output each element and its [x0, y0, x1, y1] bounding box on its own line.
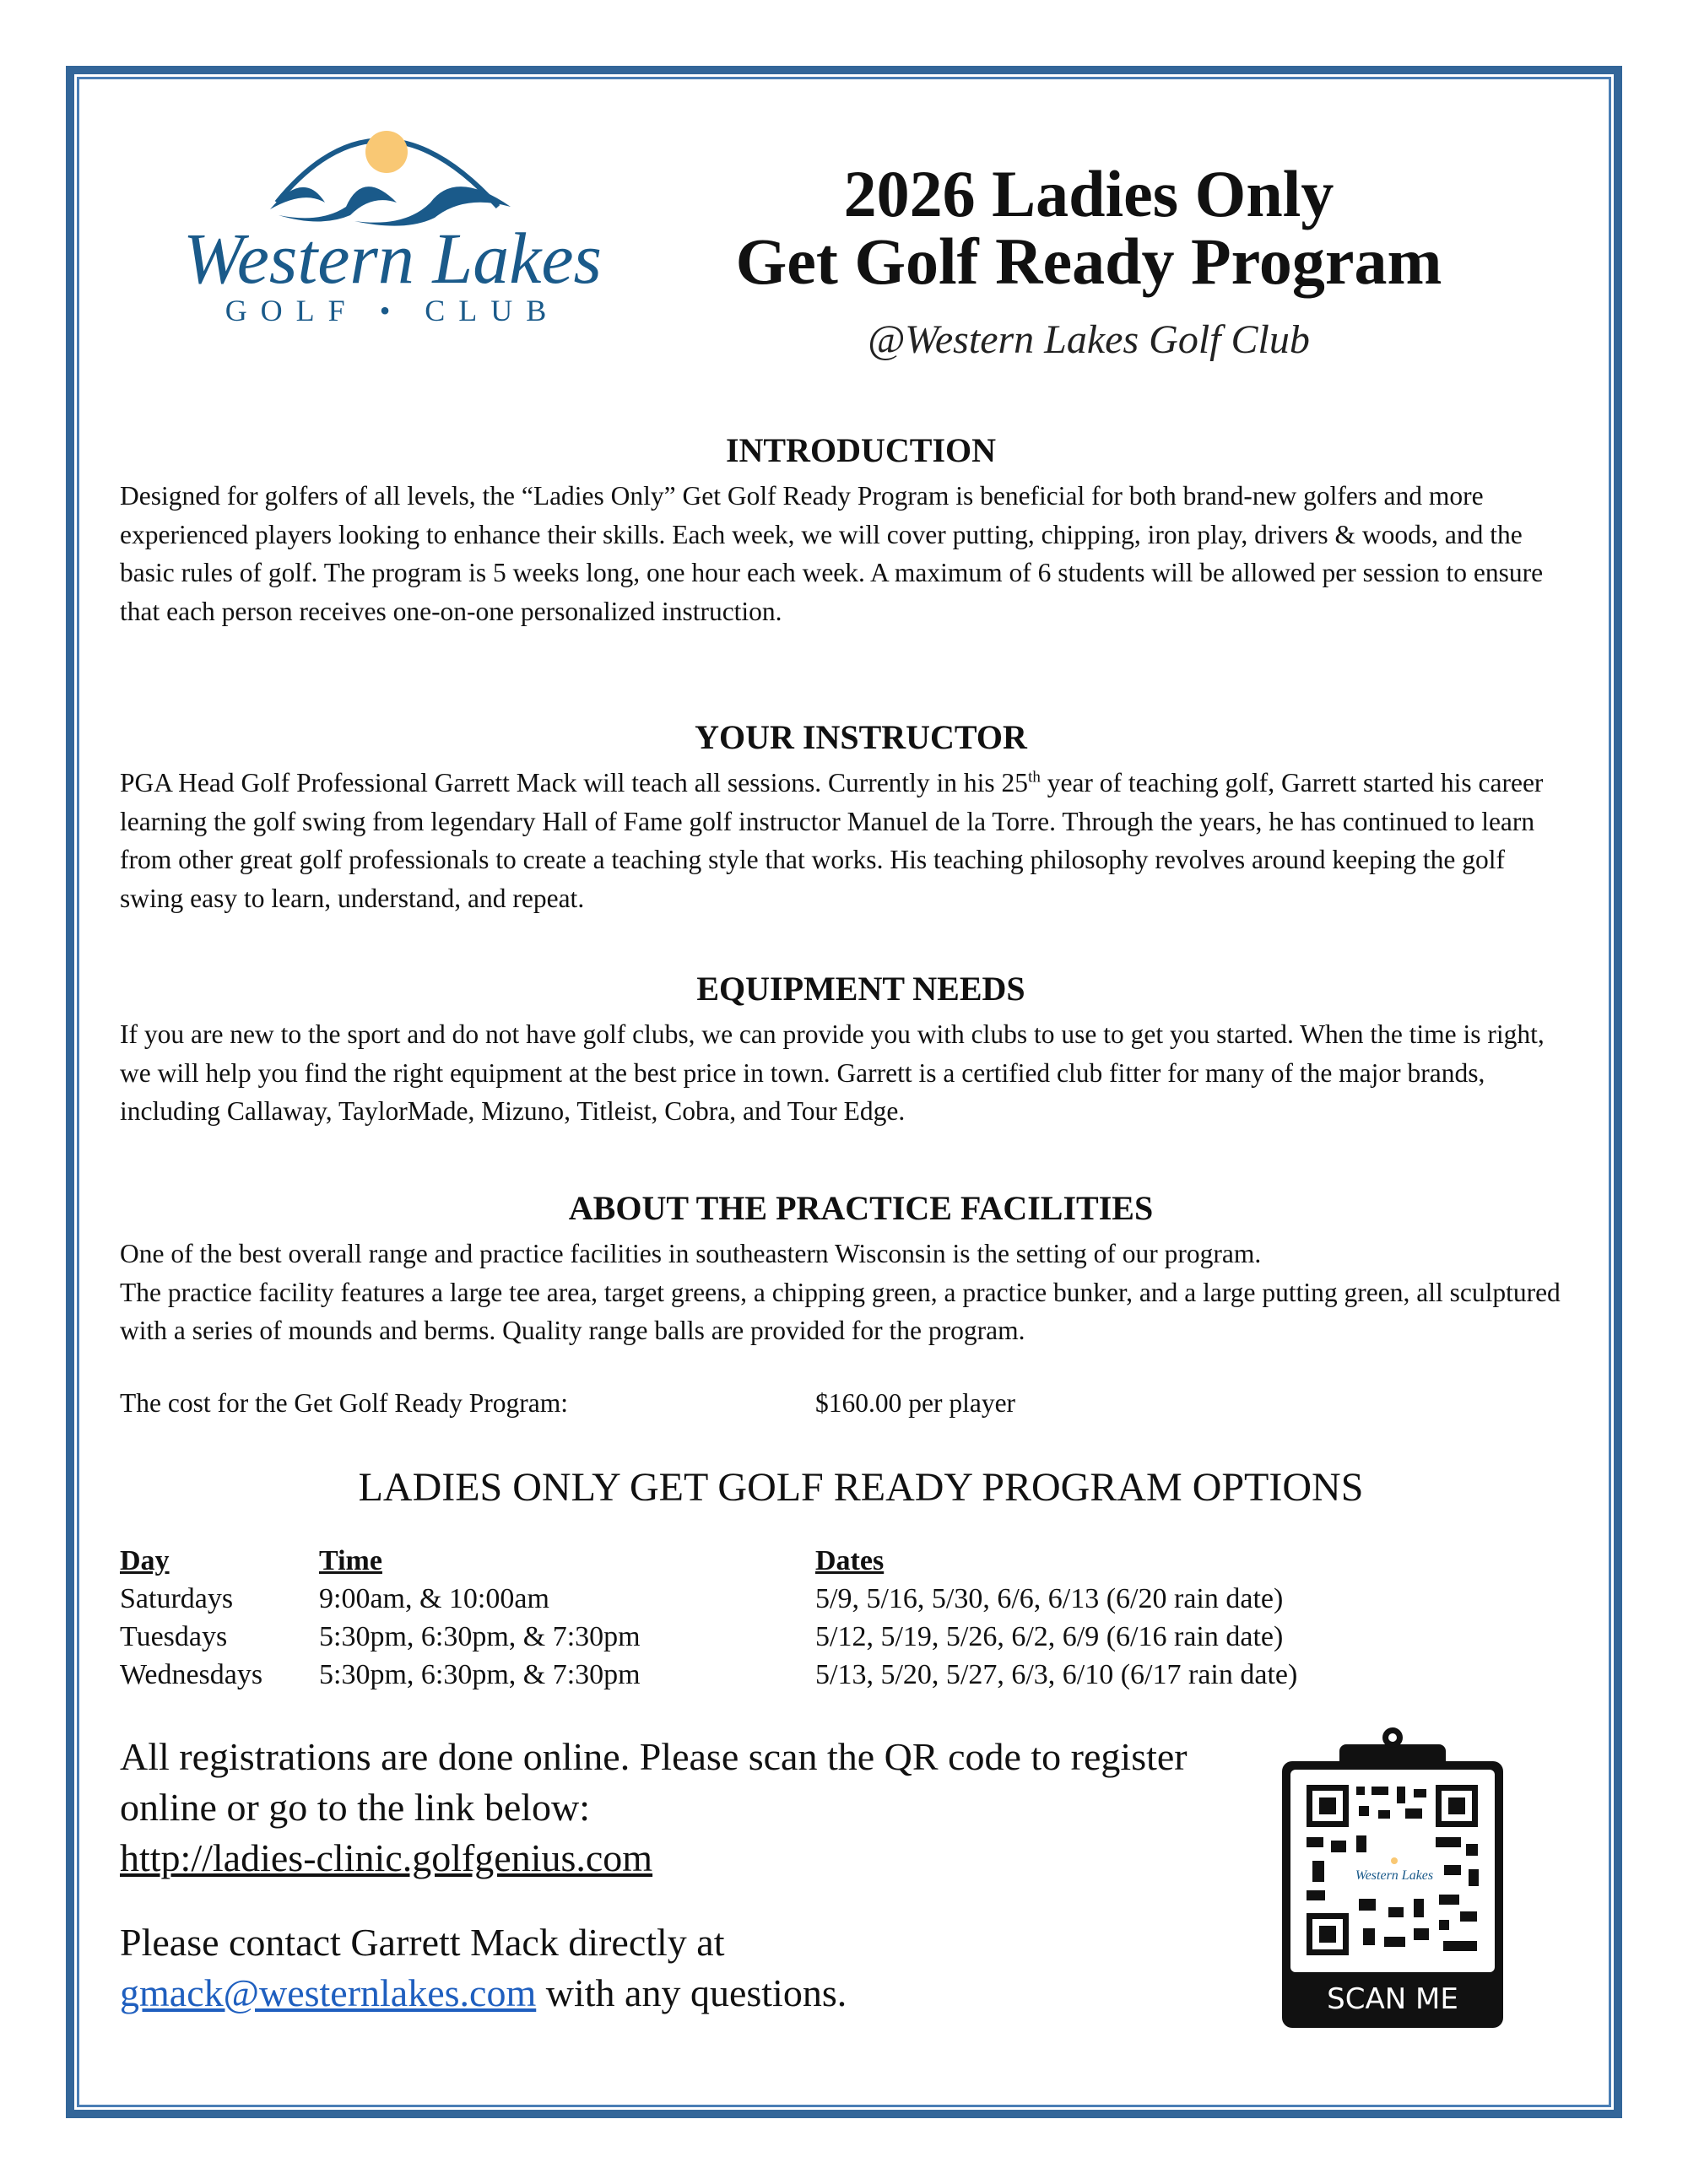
cell-dates: 5/13, 5/20, 5/27, 6/3, 6/10 (6/17 rain date): [815, 1659, 1298, 1690]
section-heading-introduction: INTRODUCTION: [725, 431, 997, 469]
title-line-1: 2026 Ladies Only: [843, 157, 1334, 230]
cell-dates: 5/9, 5/16, 5/30, 6/6, 6/13 (6/20 rain date): [815, 1583, 1284, 1614]
registration-link[interactable]: http://ladies-clinic.golfgenius.com: [120, 1836, 653, 1879]
section-heading-equipment: EQUIPMENT NEEDS: [696, 970, 1025, 1008]
qr-code-icon: [1279, 1726, 1507, 2030]
contact-text: Please contact Garrett Mack directly at: [120, 1921, 725, 1964]
registration-text: All registrations are done online. Please scan the QR code to register online or go to the link below:: [120, 1735, 1188, 1829]
cost-value: $160.00 per player: [815, 1388, 1016, 1418]
western-lakes-logo: [177, 110, 608, 329]
cost-label: The cost for the Get Golf Ready Program:: [120, 1388, 568, 1418]
cell-time: 5:30pm, 6:30pm, & 7:30pm: [319, 1659, 641, 1690]
logo-graphic-icon: [177, 110, 608, 329]
cell-time: 9:00am, & 10:00am: [319, 1583, 549, 1614]
column-header-time: Time: [319, 1545, 382, 1576]
page-subtitle: @Western Lakes Golf Club: [868, 317, 1310, 362]
section-body-equipment: If you are new to the sport and do not have golf clubs, we can provide you with clubs to use to get you started. When the time is right, we will help you find the right equipment at the best price in town. Garrett is a certified club fitter for many of the major brands, including Callaway, TaylorMade, Mizuno, Titleist, Cobra, and Tour Edge.: [120, 1019, 1545, 1126]
svg-text:Western Lakes: Western Lakes: [182, 218, 603, 299]
section-body-instructor: PGA Head Golf Professional Garrett Mack will teach all sessions. Currently in his 25th year of teaching golf, Garrett started his career learning the golf swing from legendary Hall of Fame golf instructor Manuel de la Torre. Through the years, he has continued to learn from other great golf professionals to create a teaching style that works. His teaching philosophy revolves around keeping the golf swing easy to learn, understand, and repeat.: [120, 768, 1544, 913]
scan-me-label: SCAN ME: [1327, 1982, 1458, 2016]
cell-time: 5:30pm, 6:30pm, & 7:30pm: [319, 1621, 641, 1652]
section-body-introduction: Designed for golfers of all levels, the “Ladies Only” Get Golf Ready Program is beneficial for both brand-new golfers and more experienced players looking to enhance their skills. Each week, we will cover putting, chipping, iron play, drivers & woods, and the basic rules of golf. The program is 5 weeks long, one hour each week. A maximum of 6 students will be allowed per session to ensure that each person receives one-on-one personalized instruction.: [120, 481, 1544, 626]
contact-block: [120, 1917, 1242, 2019]
contact-email-link[interactable]: gmack@westernlakes.com: [120, 1971, 537, 2014]
registration-block: [120, 1732, 1242, 1884]
page-title: [667, 157, 1511, 298]
title-line-2: Get Golf Ready Program: [735, 224, 1442, 298]
cell-day: Tuesdays: [120, 1621, 228, 1652]
cell-day: Wednesdays: [120, 1659, 263, 1690]
section-heading-facilities: ABOUT THE PRACTICE FACILITIES: [568, 1189, 1154, 1227]
svg-text:Western Lakes: Western Lakes: [1355, 1868, 1434, 1883]
cell-dates: 5/12, 5/19, 5/26, 6/2, 6/9 (6/16 rain date): [815, 1621, 1284, 1652]
qr-code-scan-me[interactable]: [1279, 1726, 1507, 2030]
cell-day: Saturdays: [120, 1583, 234, 1614]
column-header-dates: Dates: [815, 1545, 885, 1576]
svg-text:GOLF • CLUB: GOLF • CLUB: [225, 294, 560, 327]
section-body-facilities: One of the best overall range and practice facilities in southeastern Wisconsin is the setting of our program. The practice facility features a large tee area, target greens, a chipping green, a practice bunker, and a large putting green, all sculptured with a series of mounds and berms. Quality range balls are provided for the program.: [120, 1239, 1561, 1345]
program-options-title: LADIES ONLY GET GOLF READY PROGRAM OPTIONS: [358, 1465, 1364, 1510]
section-heading-instructor: YOUR INSTRUCTOR: [695, 718, 1027, 756]
column-header-day: Day: [120, 1545, 170, 1576]
contact-text-tail: with any questions.: [536, 1971, 847, 2014]
